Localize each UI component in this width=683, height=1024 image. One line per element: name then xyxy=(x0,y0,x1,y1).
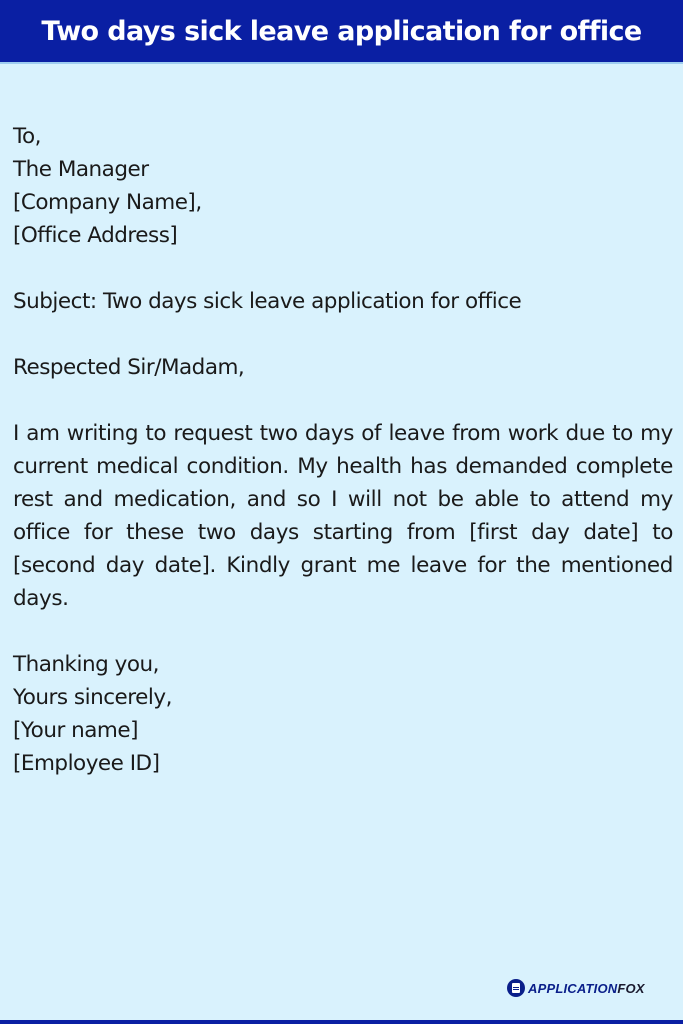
spacer xyxy=(13,384,673,417)
subject-line: Subject: Two days sick leave application for office xyxy=(13,289,522,314)
closing-sincerely: Yours sincerely, xyxy=(13,685,172,710)
spacer xyxy=(13,252,673,285)
signature-employee-id: [Employee ID] xyxy=(13,751,160,776)
spacer xyxy=(13,615,673,648)
address-recipient: The Manager xyxy=(13,157,149,182)
letter-body xyxy=(13,120,673,780)
logo-text-application: APPLICATION xyxy=(528,980,618,996)
logo-wordmark xyxy=(528,981,645,996)
address-company: [Company Name], xyxy=(13,190,202,215)
header-banner xyxy=(0,0,683,64)
body-paragraph: I am writing to request two days of leave from work due to my current medical condition. My health has demanded complete rest and medication, and so I will not be able to attend my office for these two days starting from [first day date] to [second day date]. Kindly grant me leave for the mentioned days. xyxy=(13,421,673,611)
logo-text-fox: FOX xyxy=(617,980,645,996)
signature-name: [Your name] xyxy=(13,718,138,743)
address-to: To, xyxy=(13,124,41,149)
salutation: Respected Sir/Madam, xyxy=(13,355,245,380)
address-office: [Office Address] xyxy=(13,223,178,248)
bottom-border xyxy=(0,1020,683,1024)
page-title: Two days sick leave application for office xyxy=(41,15,642,47)
document-icon xyxy=(507,979,525,997)
applicationfox-logo xyxy=(507,979,645,997)
spacer xyxy=(13,318,673,351)
closing-thanks: Thanking you, xyxy=(13,652,159,677)
